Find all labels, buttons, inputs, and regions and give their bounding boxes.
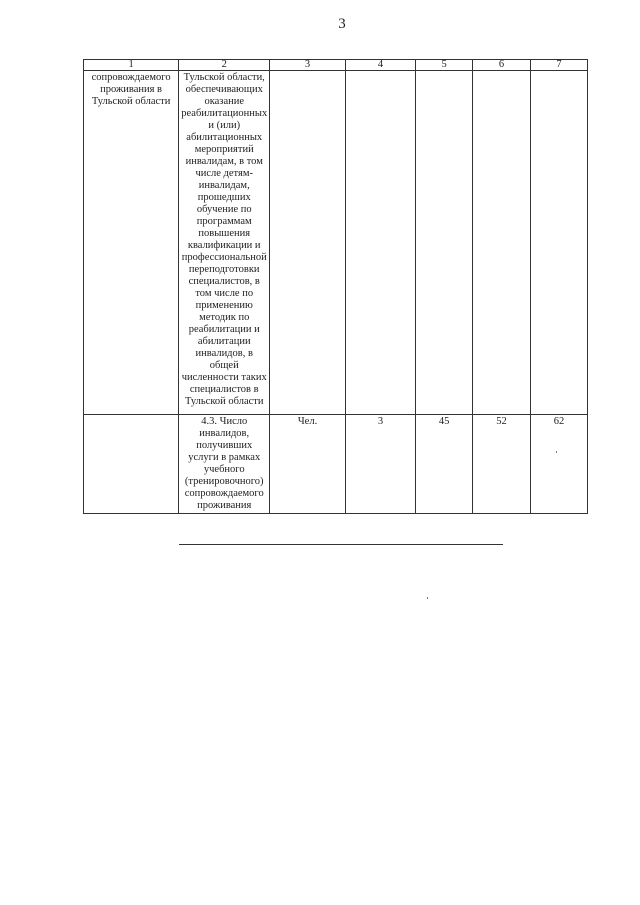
scan-speck: [427, 597, 428, 599]
table-header-row: [84, 60, 588, 71]
closing-rule: [179, 544, 503, 545]
table-cell: 4.3. Число инвалидов, получивших услуги в рамках учебного (тренировочного) сопровождаемого проживания: [179, 415, 270, 514]
header-cell: 2: [179, 60, 270, 71]
table-cell: [473, 71, 531, 415]
header-cell: 5: [416, 60, 473, 71]
table-cell: 62: [531, 415, 588, 514]
header-cell: 6: [473, 60, 531, 71]
header-cell: 7: [531, 60, 588, 71]
scan-speck: [556, 451, 557, 453]
table-cell: [84, 415, 179, 514]
table-cell: сопровождаемого проживания в Тульской области: [84, 71, 179, 415]
header-cell: 4: [345, 60, 415, 71]
table-cell: 52: [473, 415, 531, 514]
table-row: [84, 71, 588, 415]
table-row: [84, 415, 588, 514]
table-cell: 3: [345, 415, 415, 514]
table-cell: 45: [416, 415, 473, 514]
table-cell: [531, 71, 588, 415]
indicators-table: [83, 59, 588, 514]
header-cell: 1: [84, 60, 179, 71]
table-cell: Тульской области, обеспечивающих оказание реабилитационных и (или) абилитационных мероприятий инвалидам, в том числе детям-инвалидам, прошедших обучение по программам повышения квалификации и профессиональной переподготовки специалистов, в том числе по применению методик по реабилитации и абилитации инвалидов, в общей численности таких специалистов в Тульской области: [179, 71, 270, 415]
page-number: 3: [338, 16, 346, 32]
table-cell: [345, 71, 415, 415]
header-cell: 3: [270, 60, 346, 71]
table-cell: [416, 71, 473, 415]
table-cell: Чел.: [270, 415, 346, 514]
table-cell: [270, 71, 346, 415]
